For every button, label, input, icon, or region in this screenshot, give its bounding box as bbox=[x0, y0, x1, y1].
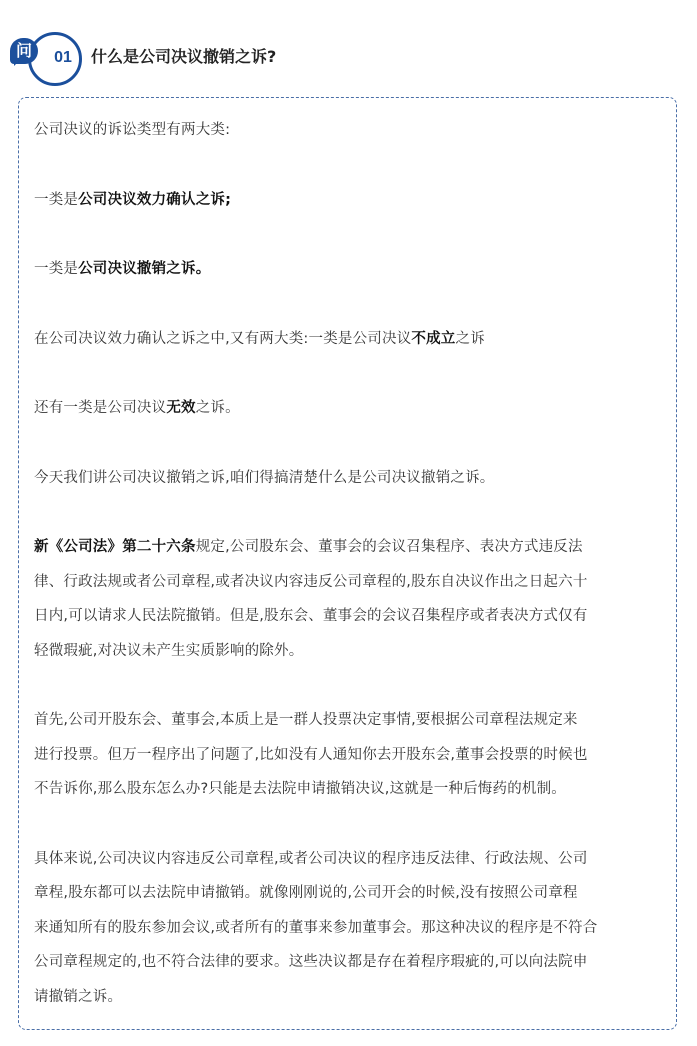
question-title: 什么是公司决议撤销之诉? bbox=[91, 47, 277, 66]
bold-text: 新《公司法》第二十六条 bbox=[34, 539, 196, 555]
paragraph-law-article: 新《公司法》第二十六条规定,公司股东会、董事会的会议召集程序、表决方式违反法 律、行政法规或者公司章程,或者决议内容违反公司章程的,股东自决议作出之日起六十 日内,可以请求人民法院撤销。但是,股东会、董事会的会议召集程序或者表决方式仅有 轻微瑕疵,对决议未产生实质影响的除外。 bbox=[34, 539, 588, 659]
bold-text: 不成立 bbox=[411, 330, 456, 347]
bold-text: 无效 bbox=[166, 400, 196, 416]
paragraph-first: 首先,公司开股东会、董事会,本质上是一群人投票决定事情,要根据公司章程法规定来 进行投票。但万一程序出了问题了,比如没有人通知你去开股东会,董事会投票的时候也 不告诉你,那么股东怎么办?只能是去法院申请撤销决议,这就是一种后悔药的机制。 bbox=[34, 712, 588, 797]
answer-box bbox=[18, 97, 677, 1030]
question-badge bbox=[10, 30, 80, 86]
question-number: 01 bbox=[54, 49, 72, 66]
question-header bbox=[0, 0, 697, 96]
paragraph-today: 今天我们讲公司决议撤销之诉,咱们得搞清楚什么是公司决议撤销之诉。 bbox=[34, 469, 495, 486]
paragraph-type-one: 一类是公司决议效力确认之诉; bbox=[34, 191, 232, 208]
paragraph-subtypes: 在公司决议效力确认之诉之中,又有两大类:一类是公司决议不成立之诉 bbox=[34, 330, 485, 347]
answer-content bbox=[34, 113, 662, 1014]
paragraph-specifically: 具体来说,公司决议内容违反公司章程,或者公司决议的程序违反法律、行政法规、公司 章程,股东都可以去法院申请撤销。就像刚刚说的,公司开会的时候,没有按照公司章程 来通知所有的股东参加会议,或者所有的董事来参加董事会。那这种决议的程序是不符合 公司章程规定的,也不符合法律的要求。这些决议都是存在着程序瑕疵的,可以向法院申 请撤销之诉。 bbox=[34, 850, 598, 1005]
paragraph-invalid: 还有一类是公司决议无效之诉。 bbox=[34, 400, 240, 416]
bubble-tail bbox=[14, 60, 20, 66]
paragraph-intro: 公司决议的诉讼类型有两大类: bbox=[34, 122, 231, 138]
paragraph-type-two: 一类是公司决议撤销之诉。 bbox=[34, 261, 211, 277]
bold-text: 公司决议撤销之诉。 bbox=[78, 261, 211, 277]
question-bubble-icon: 问 bbox=[10, 38, 38, 64]
bold-text: 公司决议效力确认之诉; bbox=[78, 191, 232, 208]
